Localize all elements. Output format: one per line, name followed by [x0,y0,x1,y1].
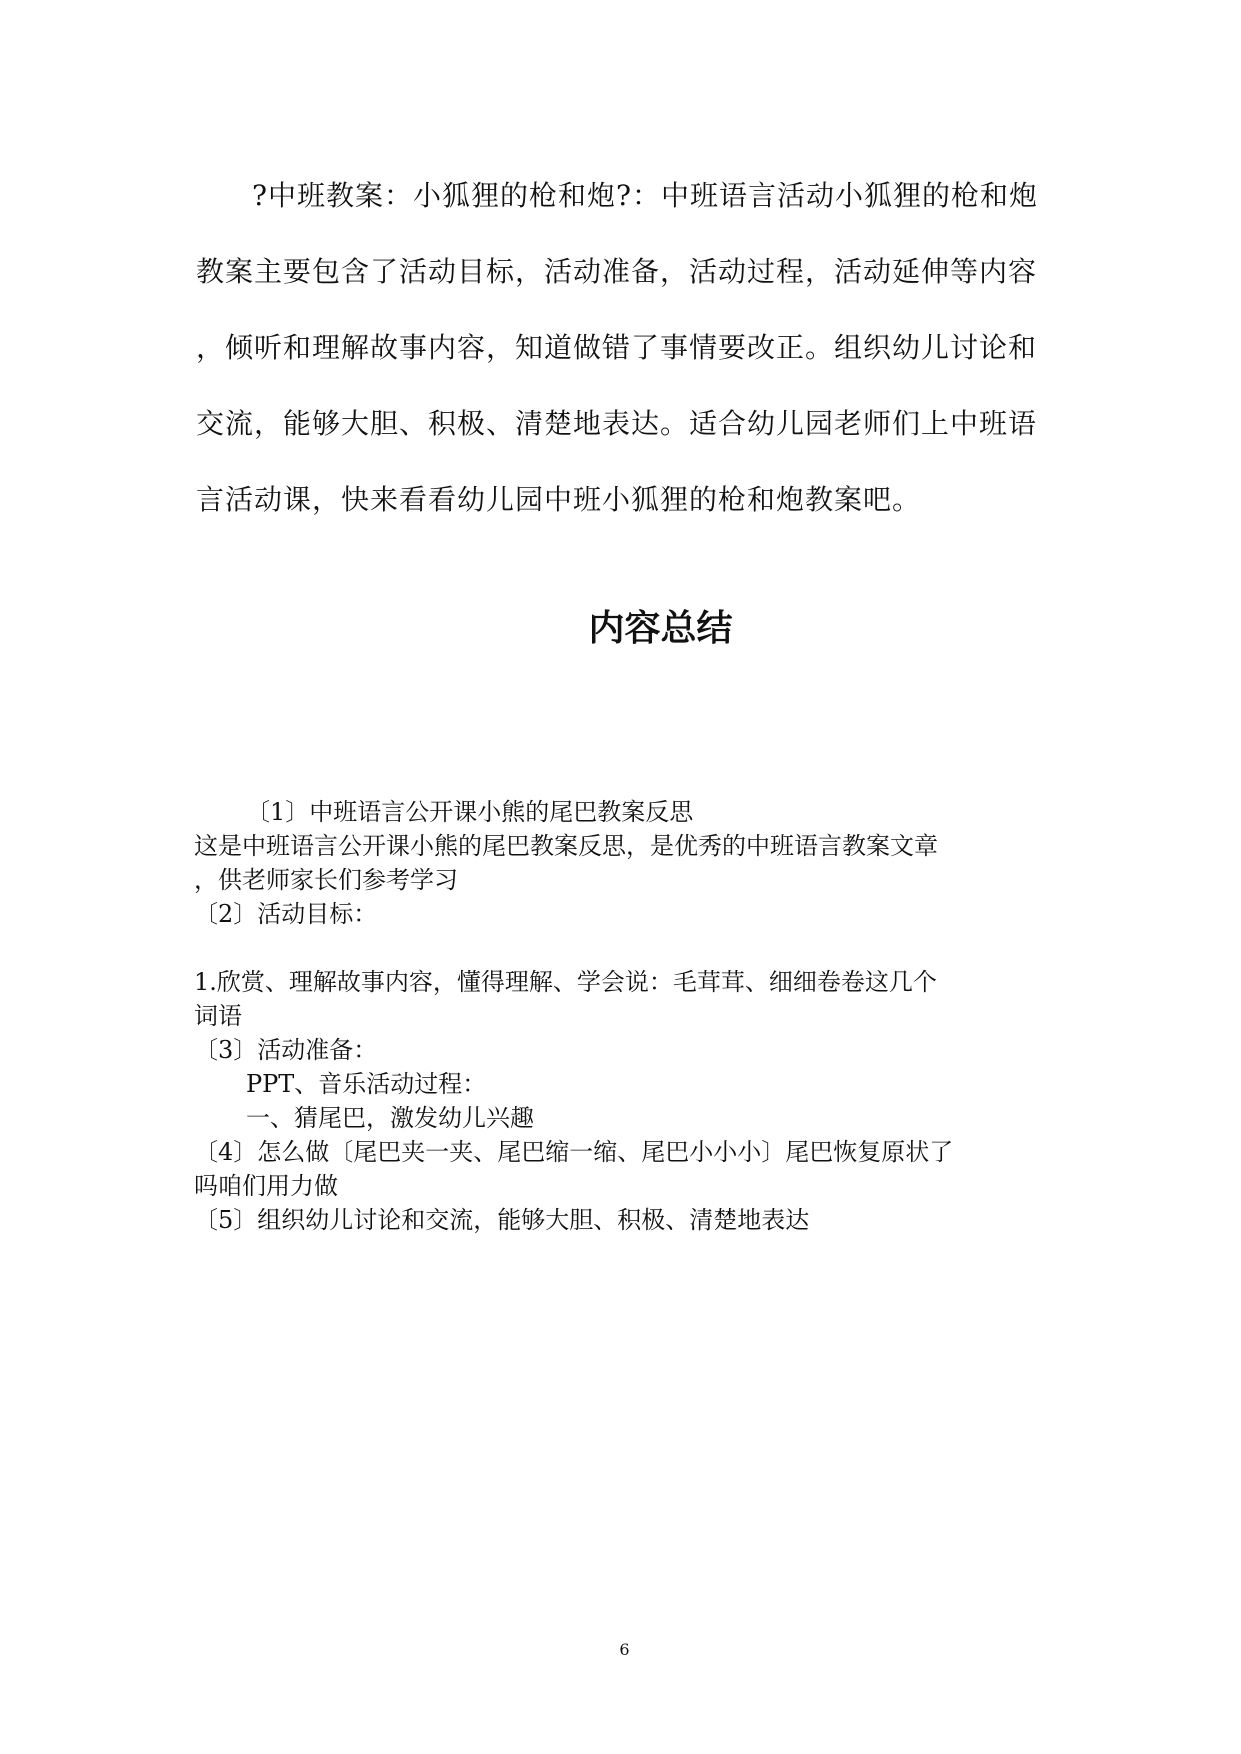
summary-line: 〔2〕活动目标： [194,900,378,928]
summary-line: 吗咱们用力做 [194,1172,338,1200]
intro-paragraph [196,158,1056,538]
intro-line: ，倾听和理解故事内容，知道做错了事情要改正。组织幼儿讨论和 [196,331,1038,364]
intro-line: ?中班教案：小狐狸的枪和炮?：中班语言活动小狐狸的枪和炮 [252,179,1039,212]
intro-line: 教案主要包含了活动目标，活动准备，活动过程，活动延伸等内容 [196,255,1038,288]
page-number: 6 [619,1640,630,1659]
summary-line: 〔5〕组织幼儿讨论和交流，能够大胆、积极、清楚地表达 [194,1206,810,1234]
summary-line: 1.欣赏、理解故事内容，懂得理解、学会说：毛茸茸、细细卷卷这几个 [194,968,937,996]
summary-line: 一、猜尾巴，激发幼儿兴趣 [246,1104,534,1132]
summary-line: 〔3〕活动准备： [194,1036,378,1064]
summary-line: ，供老师家长们参考学习 [194,866,458,894]
summary-list [194,795,1074,1237]
intro-line: 交流，能够大胆、积极、清楚地表达。适合幼儿园老师们上中班语 [196,407,1038,440]
section-title: 内容总结 [588,608,733,649]
summary-line: 〔1〕中班语言公开课小熊的尾巴教案反思 [246,798,694,826]
summary-line: 这是中班语言公开课小熊的尾巴教案反思，是优秀的中班语言教案文章 [194,832,938,860]
intro-line: 言活动课，快来看看幼儿园中班小狐狸的枪和炮教案吧。 [196,483,922,516]
summary-line: 词语 [194,1002,242,1030]
summary-line: 〔4〕怎么做〔尾巴夹一夹、尾巴缩一缩、尾巴小小小〕尾巴恢复原状了 [194,1138,954,1166]
summary-line: PPT、音乐活动过程： [246,1070,487,1098]
